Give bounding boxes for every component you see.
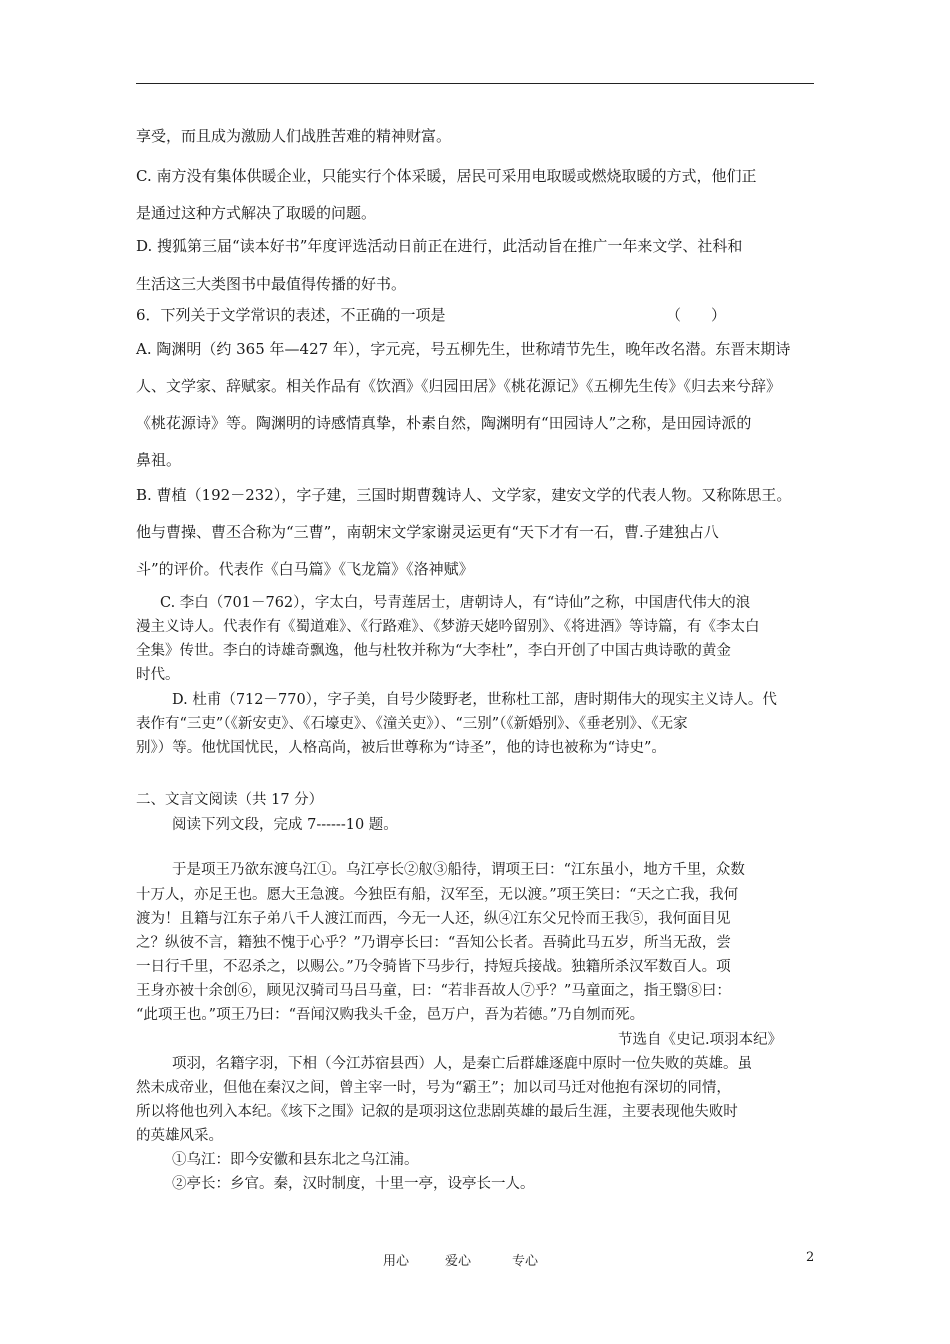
footnote: ①乌江：即今安徽和县东北之乌江浦。: [172, 1152, 419, 1168]
text-line: 时代。: [136, 667, 180, 683]
passage-line: 十万人，亦足王也。愿大王急渡。今独臣有船，汉军至，无以渡。”项王笑曰：“天之亡我，我何: [136, 887, 739, 903]
text-line: 斗”的评价。代表作《白马篇》《飞龙篇》《洛神赋》: [136, 560, 474, 578]
page-number: 2: [806, 1250, 815, 1265]
text-line: 别》）等。他忧国忧民，人格高尚，被后世尊称为“诗圣”，他的诗也被称为“诗史”。: [136, 740, 666, 756]
option-a: A. 陶渊明（约 365 年—427 年），字元亮，号五柳先生，世称靖节先生，晚年改名潜。东晋末期诗: [136, 340, 791, 358]
passage-line: 之？纵彼不言，籍独不愧于心乎？”乃谓亭长曰：“吾知公长者。吾骑此马五岁，所当无敌，尝: [136, 935, 731, 951]
option-c: C. 李白（701－762），字太白，号青莲居士，唐朝诗人，有“诗仙”之称，中国唐代伟大的浪: [160, 595, 751, 611]
text-line: 他与曹操、曹丕合称为“三曹”，南朝宋文学家谢灵运更有“天下才有一石，曹.子建独占八: [136, 523, 719, 541]
option-d: D. 杜甫（712－770），字子美，自号少陵野老，世称杜工部，唐时期伟大的现实主义诗人。代: [172, 692, 777, 708]
passage-line: 一日行千里，不忍杀之，以赐公。”乃令骑皆下马步行，持短兵接战。独籍所杀汉军数百人。项: [136, 959, 731, 975]
intro-line: 然未成帝业，但他在秦汉之间，曾主宰一时，号为“霸王”；加以司马迁对他抱有深切的同情，: [136, 1080, 731, 1096]
section-heading: 二、文言文阅读（共 17 分）: [136, 792, 324, 808]
instruction: 阅读下列文段，完成 7------10 题。: [172, 817, 398, 833]
footer-motto-1: 用心: [383, 1254, 410, 1269]
text-line: 全集》传世。李白的诗雄奇飘逸，他与杜牧并称为“大李杜”，李白开创了中国古典诗歌的黄金: [136, 643, 731, 659]
text-line: 漫主义诗人。代表作有《蜀道难》、《行路难》、《梦游天姥吟留别》、《将进酒》等诗篇，有《李太白: [136, 619, 760, 635]
intro-line: 所以将他也列入本纪。《垓下之围》记叙的是项羽这位悲剧英雄的最后生涯，主要表现他失败时: [136, 1104, 738, 1120]
header-rule: [136, 83, 814, 84]
question-6-stem: 6．下列关于文学常识的表述，不正确的一项是: [136, 306, 446, 324]
text-line: 表作有“三吏”（《新安吏》、《石壕吏》、《潼关吏》）、“三别”（《新婚别》、《垂老别》、《无家: [136, 716, 688, 732]
text-line: 《桃花源诗》等。陶渊明的诗感情真挚，朴素自然，陶渊明有“田园诗人”之称，是田园诗派的: [136, 414, 752, 432]
passage-line: “此项王也。”项王乃曰：“吾闻汉购我头千金，邑万户，吾为若德。”乃自刎而死。: [136, 1007, 645, 1023]
option-b: B. 曹植（192－232），字子建，三国时期曹魏诗人、文学家，建安文学的代表人物。又称陈思王。: [136, 486, 792, 504]
intro-line: 项羽，名籍字羽，下相（今江苏宿县西）人，是秦亡后群雄逐鹿中原时一位失败的英雄。虽: [172, 1056, 752, 1072]
passage-line: 渡为！且籍与江东子弟八千人渡江而西，今无一人还，纵④江东父兄怜而王我⑤，我何面目见: [136, 911, 731, 927]
text-line: 是通过这种方式解决了取暖的问题。: [136, 204, 377, 222]
text-line: 生活这三大类图书中最值得传播的好书。: [136, 275, 407, 293]
footer-motto-2: 爱心: [445, 1254, 472, 1269]
text-line: D. 搜狐第三届“读本好书”年度评选活动日前正在进行，此活动旨在推广一年来文学、社科和: [136, 237, 743, 255]
text-line: 享受，而且成为激励人们战胜苦难的精神财富。: [136, 127, 452, 145]
intro-line: 的英雄风采。: [136, 1128, 223, 1144]
source-note: 节选自《史记.项羽本纪》: [618, 1032, 783, 1048]
passage-line: 于是项王乃欲东渡乌江①。乌江亭长②舣③船待，谓项王曰：“江东虽小，地方千里，众数: [172, 862, 745, 878]
passage-line: 王身亦被十余创⑥，顾见汉骑司马吕马童，曰：“若非吾故人⑦乎？”马童面之，指王翳⑧曰：: [136, 983, 731, 999]
footer-motto-3: 专心: [512, 1254, 539, 1269]
text-line: C. 南方没有集体供暖企业，只能实行个体采暖，居民可采用电取暖或燃烧取暖的方式，他们正: [136, 167, 757, 185]
footnote: ②亭长：乡官。秦，汉时制度，十里一亭，设亭长一人。: [172, 1176, 535, 1192]
text-line: 鼻祖。: [136, 451, 182, 469]
answer-blank: （ ）: [666, 306, 727, 324]
text-line: 人、文学家、辞赋家。相关作品有《饮酒》《归园田居》《桃花源记》《五柳先生传》《归去来兮辞》: [136, 377, 782, 395]
